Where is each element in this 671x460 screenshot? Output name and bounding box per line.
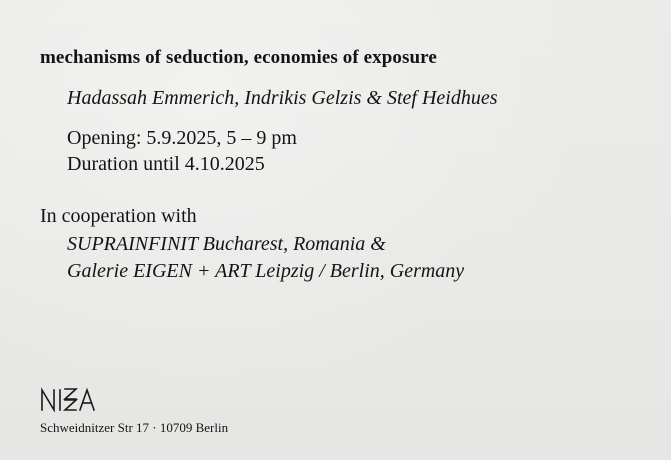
duration-date: Duration until 4.10.2025 [67,153,265,175]
venue-address: Schweidnitzer Str 17 · 10709 Berlin [40,420,229,435]
nizza-logo [40,386,106,412]
cooperation-heading: In cooperation with [40,205,197,227]
partner-eigen-art: Galerie EIGEN + ART Leipzig / Berlin, Germany [67,260,465,282]
exhibition-title: mechanisms of seduction, economies of exposure [40,47,437,68]
opening-date: Opening: 5.9.2025, 5 – 9 pm [67,127,297,149]
partner-suprainfinit: SUPRAINFINIT Bucharest, Romania & [67,233,386,255]
cooperation-partners [67,231,464,285]
artist-names: Hadassah Emmerich, Indrikis Gelzis & Stef Heidhues [67,87,498,109]
exhibition-dates [67,125,297,177]
